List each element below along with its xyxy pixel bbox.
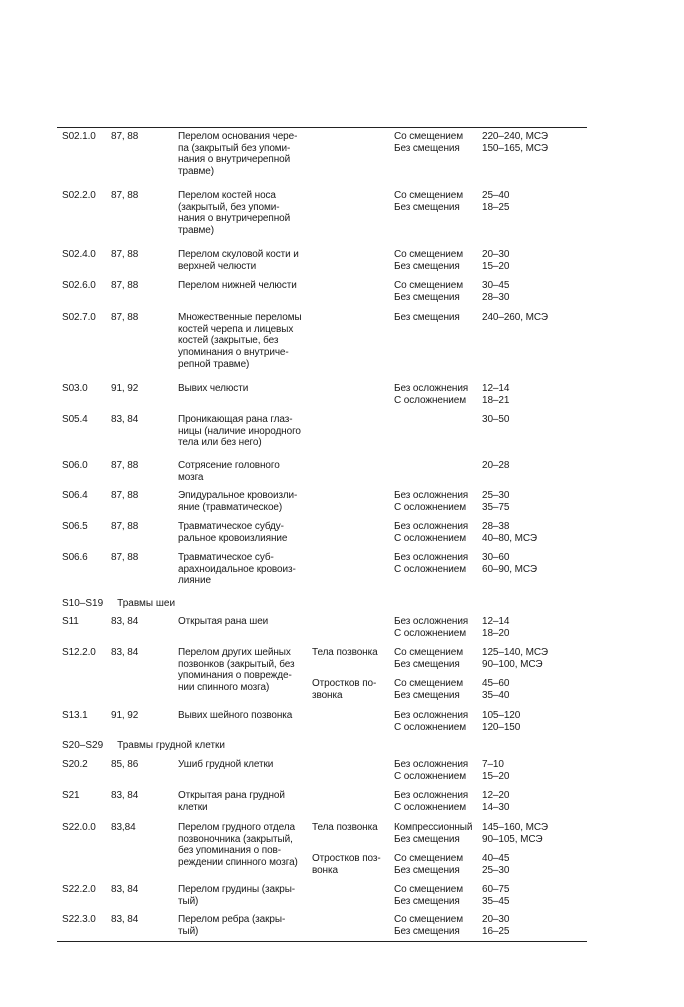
- condition: Со смещением Без смещения: [394, 914, 464, 937]
- kd-code: 87, 88: [111, 249, 139, 260]
- section-code: S10–S19: [62, 598, 104, 609]
- duration: 20–28: [482, 460, 510, 471]
- icd-code: S02.6.0: [62, 280, 96, 291]
- condition: Без осложнения С осложнением: [394, 383, 469, 406]
- fracture-part: Отростков по- звонка: [312, 678, 377, 701]
- condition: Без осложнения С осложнением: [394, 552, 469, 575]
- kd-code: 91, 92: [111, 710, 139, 721]
- table-bottom-rule: [57, 941, 587, 942]
- diagnosis-name: Открытая рана шеи: [178, 616, 269, 627]
- diagnosis-name: Травматическое суб- арахноидальное кровоиз- лияние: [178, 552, 296, 587]
- kd-code: 83, 84: [111, 616, 139, 627]
- diagnosis-name: Ушиб грудной клетки: [178, 759, 274, 770]
- duration: 105–120 120–150: [482, 710, 521, 733]
- duration: 125–140, МСЭ 90–100, МСЭ: [482, 647, 548, 670]
- condition: Со смещением Без смещения: [394, 190, 464, 213]
- kd-code: 83, 84: [111, 884, 139, 895]
- duration: 12–14 18–20: [482, 616, 510, 639]
- icd-code: S06.0: [62, 460, 88, 471]
- condition: Без осложнения С осложнением: [394, 790, 469, 813]
- icd-code: S02.2.0: [62, 190, 96, 201]
- condition: Со смещением Без смещения: [394, 280, 464, 303]
- icd-code: S06.5: [62, 521, 88, 532]
- icd-code: S22.0.0: [62, 822, 96, 833]
- condition: Без смещения: [394, 312, 460, 323]
- kd-code: 87, 88: [111, 190, 139, 201]
- duration: 25–30 35–75: [482, 490, 510, 513]
- kd-code: 87, 88: [111, 552, 139, 563]
- condition: Со смещением Без смещения: [394, 249, 464, 272]
- section-heading: [62, 598, 175, 610]
- section-heading: [62, 740, 225, 752]
- duration: 145–160, МСЭ 90–105, МСЭ: [482, 822, 548, 845]
- condition: Без осложнения С осложнением: [394, 710, 469, 733]
- icd-code: S11: [62, 616, 79, 627]
- duration: 30–50: [482, 414, 510, 425]
- duration: 240–260, МСЭ: [482, 312, 548, 323]
- duration: 12–20 14–30: [482, 790, 510, 813]
- icd-code: S13.1: [62, 710, 88, 721]
- icd-code: S02.4.0: [62, 249, 96, 260]
- condition: Со смещением Без смещения: [394, 647, 464, 670]
- kd-code: 83, 84: [111, 790, 139, 801]
- kd-code: 87, 88: [111, 312, 139, 323]
- condition: Компрессионный Без смещения: [394, 822, 473, 845]
- icd-code: S03.0: [62, 383, 88, 394]
- diagnosis-name: Вывих шейного позвонка: [178, 710, 293, 721]
- duration: 20–30 16–25: [482, 914, 510, 937]
- table-top-rule: [57, 127, 587, 128]
- icd-code: S21: [62, 790, 80, 801]
- section-title: Травмы шеи: [117, 598, 176, 609]
- fracture-part: Тела позвонка: [312, 647, 378, 658]
- duration: 45–60 35–40: [482, 678, 510, 701]
- duration: 25–40 18–25: [482, 190, 510, 213]
- icd-code: S22.3.0: [62, 914, 96, 925]
- kd-code: 87, 88: [111, 460, 139, 471]
- diagnosis-name: Перелом ребра (закры- тый): [178, 914, 286, 937]
- condition: Без осложнения С осложнением: [394, 616, 469, 639]
- diagnosis-name: Перелом основания чере- па (закрытый без упоми- нания о внутричерепной травме): [178, 131, 298, 178]
- diagnosis-name: Вывих челюсти: [178, 383, 249, 394]
- diagnosis-name: Сотрясение головного мозга: [178, 460, 280, 483]
- icd-code: S02.7.0: [62, 312, 96, 323]
- diagnosis-name: Перелом костей носа (закрытый, без упоми- нания о внутричерепной травме): [178, 190, 291, 237]
- diagnosis-name: Открытая рана грудной клетки: [178, 790, 285, 813]
- condition: Без осложнения С осложнением: [394, 759, 469, 782]
- duration: 40–45 25–30: [482, 853, 510, 876]
- kd-code: 83, 84: [111, 414, 139, 425]
- kd-code: 87, 88: [111, 131, 139, 142]
- condition: Со смещением Без смещения: [394, 131, 464, 154]
- condition: Без осложнения С осложнением: [394, 490, 469, 513]
- icd-code: S12.2.0: [62, 647, 96, 658]
- kd-code: 85, 86: [111, 759, 139, 770]
- diagnosis-name: Перелом нижней челюсти: [178, 280, 297, 291]
- icd-code: S06.4: [62, 490, 88, 501]
- condition: Со смещением Без смещения: [394, 884, 464, 907]
- condition: Со смещением Без смещения: [394, 678, 464, 701]
- diagnosis-name: Перелом грудного отдела позвоночника (закрытый, без упоминания о пов- реждении спинного мозга): [178, 822, 298, 869]
- icd-code: S02.1.0: [62, 131, 96, 142]
- duration: 20–30 15–20: [482, 249, 510, 272]
- fracture-part: Тела позвонка: [312, 822, 378, 833]
- duration: 12–14 18–21: [482, 383, 510, 406]
- duration: 7–10 15–20: [482, 759, 510, 782]
- icd-code: S06.6: [62, 552, 88, 563]
- icd-code: S22.2.0: [62, 884, 96, 895]
- condition: Со смещением Без смещения: [394, 853, 464, 876]
- section-title: Травмы грудной клетки: [117, 740, 226, 751]
- kd-code: 83,84: [111, 822, 136, 833]
- diagnosis-name: Перелом грудины (закры- тый): [178, 884, 296, 907]
- duration: 220–240, МСЭ 150–165, МСЭ: [482, 131, 548, 154]
- kd-code: 87, 88: [111, 280, 139, 291]
- diagnosis-name: Проникающая рана глаз- ницы (наличие инородного тела или без него): [178, 414, 301, 449]
- duration: 30–45 28–30: [482, 280, 510, 303]
- icd-code: S05.4: [62, 414, 88, 425]
- icd-code: S20.2: [62, 759, 88, 770]
- duration: 28–38 40–80, МСЭ: [482, 521, 537, 544]
- section-code: S20–S29: [62, 740, 104, 751]
- duration: 60–75 35–45: [482, 884, 510, 907]
- kd-code: 83, 84: [111, 647, 139, 658]
- kd-code: 91, 92: [111, 383, 139, 394]
- duration: 30–60 60–90, МСЭ: [482, 552, 537, 575]
- kd-code: 83, 84: [111, 914, 139, 925]
- diagnosis-name: Перелом других шейных позвонков (закрытый, без упоминания о поврежде- нии спинного мозга): [178, 647, 295, 694]
- kd-code: 87, 88: [111, 490, 139, 501]
- diagnosis-name: Перелом скуловой кости и верхней челюсти: [178, 249, 299, 272]
- diagnosis-name: Эпидуральное кровоизли- яние (травматическое): [178, 490, 298, 513]
- diagnosis-name: Травматическое субду- ральное кровоизлияние: [178, 521, 288, 544]
- condition: Без осложнения С осложнением: [394, 521, 469, 544]
- fracture-part: Отростков поз- вонка: [312, 853, 381, 876]
- diagnosis-name: Множественные переломы костей черепа и лицевых костей (закрытые, без упоминания о внутриче- репной травме): [178, 312, 302, 370]
- kd-code: 87, 88: [111, 521, 139, 532]
